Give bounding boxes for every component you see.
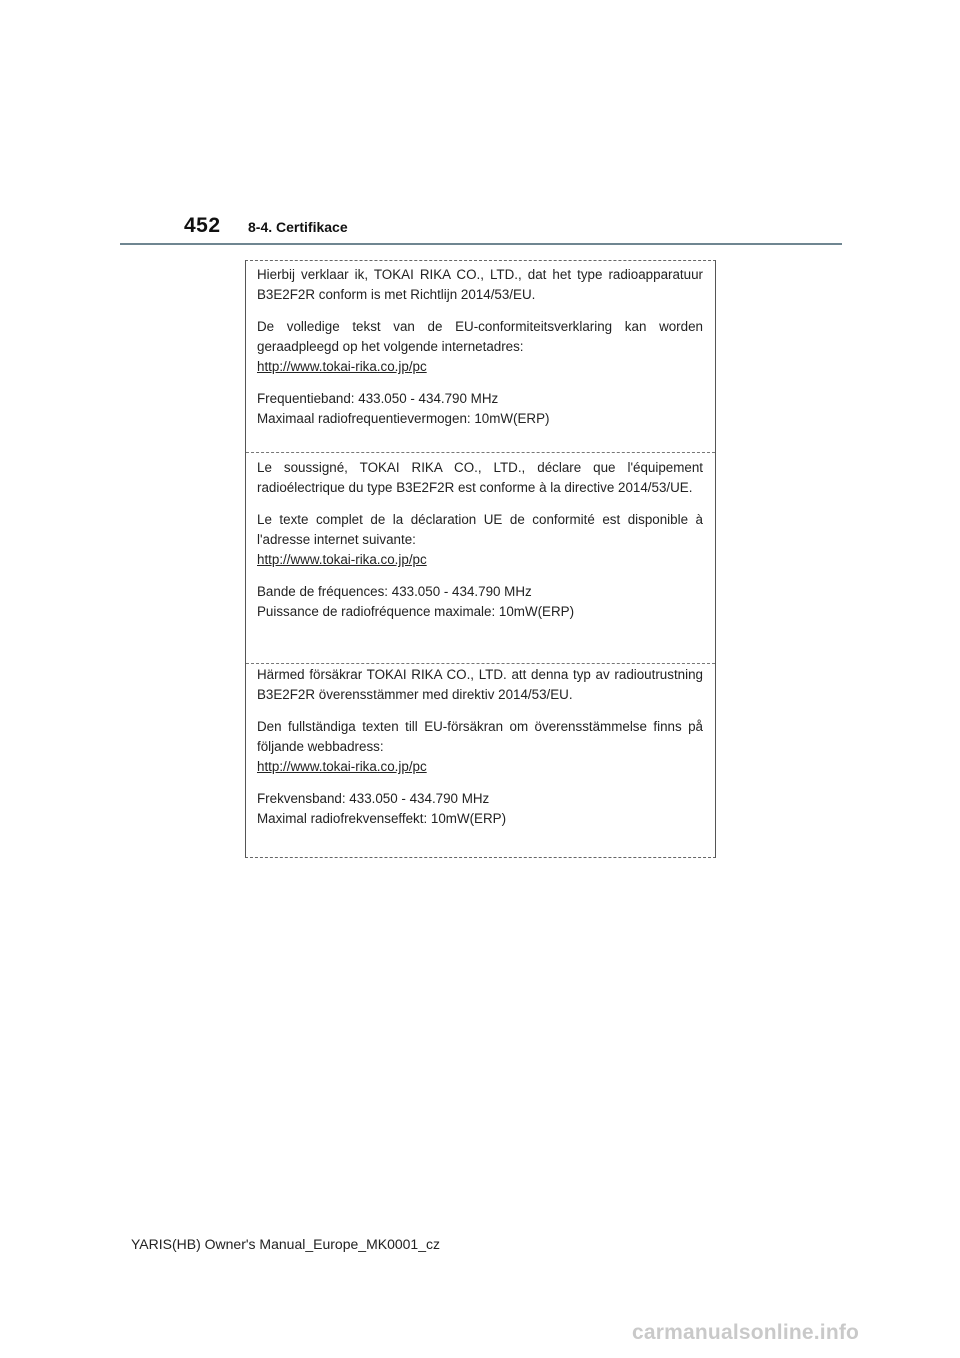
- header-rule: [120, 243, 842, 245]
- declaration-dutch: [246, 265, 715, 429]
- declaration-fulltext: Le texte complet de la déclaration UE de conformité est disponible à l'adresse internet suivante:: [257, 512, 703, 547]
- declaration-statement: Le soussigné, TOKAI RIKA CO., LTD., déclare que l'équipement radioélectrique du type B3E2F2R est conforme à la directive 2014/53/UE.: [257, 460, 703, 495]
- declaration-power: Maximaal radiofrequentievermogen: 10mW(ERP): [257, 411, 550, 426]
- declaration-power: Maximal radiofrekvenseffekt: 10mW(ERP): [257, 811, 507, 826]
- declaration-power: Puissance de radiofréquence maximale: 10mW(ERP): [257, 604, 575, 619]
- declaration-fulltext: Den fullständiga texten till EU-försäkran om överensstämmelse finns på följande webbadress:: [257, 719, 703, 754]
- declaration-frequency: Frequentieband: 433.050 - 434.790 MHz: [257, 391, 499, 406]
- certificate-box: [245, 260, 716, 858]
- declaration-statement: Härmed försäkrar TOKAI RIKA CO., LTD. att denna typ av radioutrustning B3E2F2R överensstämmer med direktiv 2014/53/EU.: [257, 667, 703, 702]
- declaration-swedish: [246, 665, 715, 829]
- section-divider: [246, 452, 715, 453]
- declaration-frequency: Bande de fréquences: 433.050 - 434.790 MHz: [257, 584, 532, 599]
- declaration-fulltext: De volledige tekst van de EU-conformiteitsverklaring kan worden geraadpleegd op het volgende internetadres:: [257, 319, 703, 354]
- section-divider: [246, 663, 715, 664]
- declaration-url-link[interactable]: http://www.tokai-rika.co.jp/pc: [257, 552, 427, 567]
- page-number: 452: [184, 214, 221, 237]
- declaration-frequency: Frekvensband: 433.050 - 434.790 MHz: [257, 791, 490, 806]
- declaration-french: [246, 458, 715, 622]
- manual-footer: YARIS(HB) Owner's Manual_Europe_MK0001_cz: [131, 1236, 440, 1252]
- declaration-url-link[interactable]: http://www.tokai-rika.co.jp/pc: [257, 759, 427, 774]
- site-watermark: carmanualsonline.info: [632, 1321, 860, 1344]
- declaration-url-link[interactable]: http://www.tokai-rika.co.jp/pc: [257, 359, 427, 374]
- declaration-statement: Hierbij verklaar ik, TOKAI RIKA CO., LTD., dat het type radioapparatuur B3E2F2R conform is met Richtlijn 2014/53/EU.: [257, 267, 703, 302]
- section-title: 8-4. Certifikace: [248, 219, 348, 235]
